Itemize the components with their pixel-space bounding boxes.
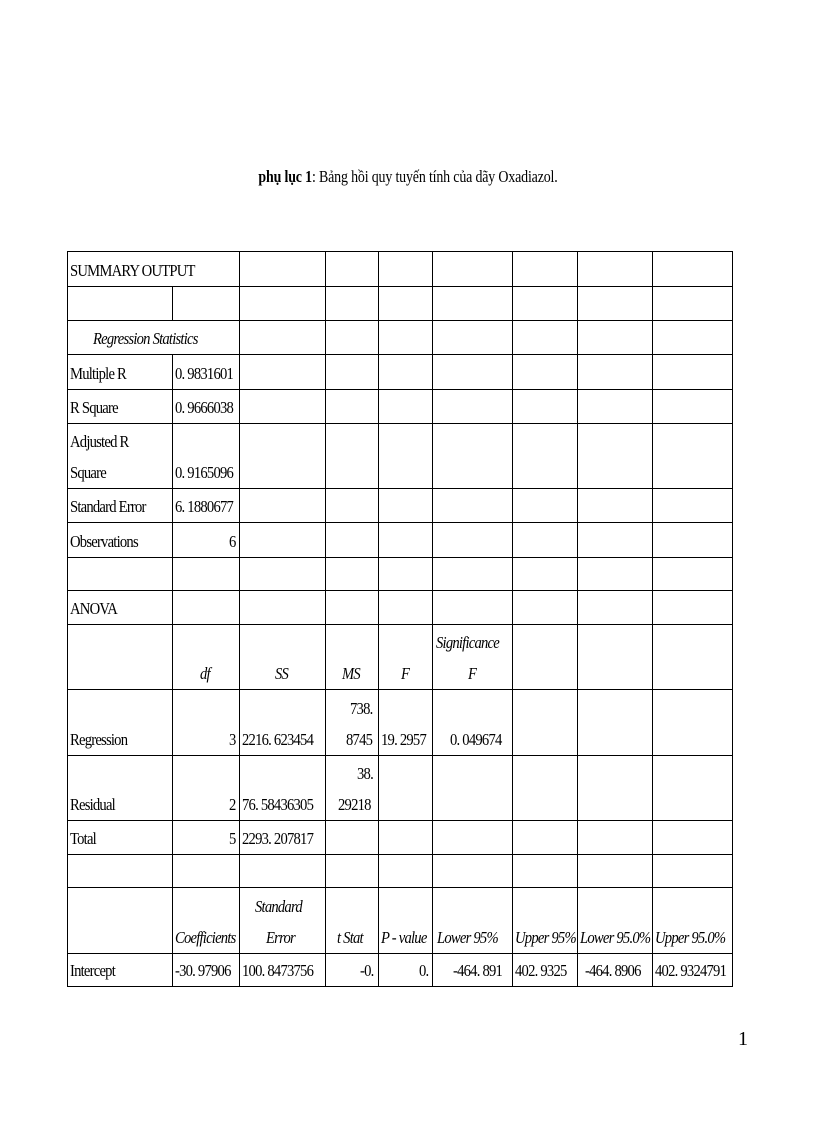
table-row [68, 424, 733, 489]
stat-value: 0. 9666038 [175, 398, 234, 417]
table-row [68, 855, 733, 888]
title-bold: phụ lục 1 [258, 167, 312, 186]
stat-value: 0. 9165096 [175, 463, 234, 482]
stat-label: Standard Error [70, 497, 146, 516]
stat-label: R Square [70, 398, 118, 417]
stat-value: 0. 9831601 [175, 364, 234, 383]
header-lower-95-0: Lower 95.0% [580, 928, 651, 947]
stat-value: 6. 1880677 [175, 497, 234, 516]
coef-row-label: Intercept [70, 961, 115, 980]
stat-label: Observations [70, 532, 138, 551]
anova-ss: 76. 58436305 [242, 795, 314, 814]
anova-row-label: Regression [70, 730, 128, 749]
anova-label: ANOVA [70, 599, 118, 618]
table-row [68, 252, 733, 287]
stat-label: Multiple R [70, 364, 127, 383]
header-t-stat: t Stat [336, 928, 363, 947]
page-title [73, 167, 742, 187]
header-upper-95-0: Upper 95.0% [655, 928, 726, 947]
coef-standard-error: 100. 8473756 [242, 961, 314, 980]
table-row [68, 390, 733, 424]
table-row [68, 489, 733, 523]
header-significance: Significance [435, 633, 499, 652]
anova-ss: 2216. 623454 [242, 730, 314, 749]
anova-ms: 738. [349, 699, 373, 718]
header-significance-f: F [467, 664, 476, 683]
anova-row-label: Total [70, 829, 96, 848]
coef-lower-95: -464. 891 [452, 961, 503, 980]
coef-p-value: 0. [419, 961, 429, 980]
anova-ss: 2293. 207817 [242, 829, 314, 848]
anova-significance: 0. 049674 [450, 730, 502, 749]
coef-lower-95-0: -464. 8906 [585, 961, 641, 980]
coef-t-stat: -0. [360, 961, 374, 980]
table-row [68, 591, 733, 625]
table-row [68, 690, 733, 756]
header-df: df [200, 664, 211, 683]
table-row [68, 523, 733, 558]
coef-upper-95: 402. 9325 [515, 961, 567, 980]
table-row [68, 625, 733, 690]
header-coefficients: Coefficients [175, 928, 236, 947]
table-row [68, 287, 733, 321]
coef-upper-95-0: 402. 9324791 [655, 961, 727, 980]
regression-statistics-header: Regression Statistics [92, 329, 198, 348]
table-row [68, 954, 733, 987]
anova-df: 5 [229, 829, 236, 848]
stat-label: Adjusted R [70, 432, 129, 451]
anova-row-label: Residual [70, 795, 115, 814]
header-lower-95: Lower 95% [437, 928, 498, 947]
header-standard: Standard [255, 897, 303, 916]
anova-ms-cont: 29218 [337, 795, 371, 814]
header-p-value: P - value [381, 928, 427, 947]
anova-df: 2 [229, 795, 236, 814]
coef-value: -30. 97906 [175, 961, 231, 980]
table-row [68, 888, 733, 954]
regression-table [67, 251, 733, 987]
anova-ms-cont: 8745 [345, 730, 372, 749]
anova-df: 3 [229, 730, 236, 749]
header-error: Error [265, 928, 295, 947]
header-upper-95: Upper 95% [515, 928, 576, 947]
title-rest: : Bảng hồi quy tuyến tính của dãy Oxadiazol. [311, 167, 558, 186]
anova-f: 19. 2957 [381, 730, 426, 749]
table-row [68, 321, 733, 355]
table-row [68, 355, 733, 390]
header-f: F [400, 664, 409, 683]
anova-ms: 38. [357, 764, 374, 783]
table-row [68, 756, 733, 821]
stat-value: 6 [229, 532, 236, 551]
table-row [68, 558, 733, 591]
table-row [68, 821, 733, 855]
header-ss: SS [274, 664, 288, 683]
summary-output-label: SUMMARY OUTPUT [70, 261, 195, 280]
header-ms: MS [341, 664, 360, 683]
stat-label: Square [70, 463, 106, 482]
page-number: 1 [738, 1028, 748, 1050]
